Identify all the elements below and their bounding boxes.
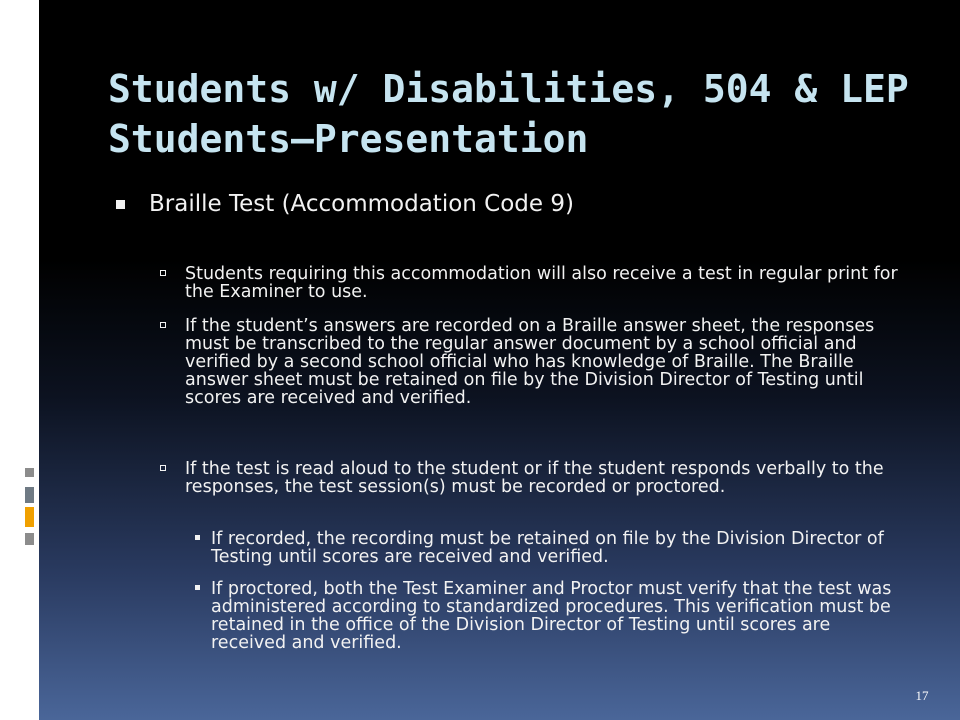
- deco-square-4: [25, 533, 34, 545]
- hollow-square-bullet-icon: [160, 322, 166, 328]
- bullet-level1-text: Braille Test (Accommodation Code 9): [149, 191, 574, 217]
- deco-square-2: [25, 487, 34, 503]
- square-bullet-icon: [116, 200, 125, 209]
- bullet-level3-text: If proctored, both the Test Examiner and Proctor must verify that the test was administered according to standardized procedures. This verification must be retained in the office of the Division Director of Testing until scores are received and verified.: [211, 579, 892, 653]
- deco-square-3: [25, 507, 34, 527]
- small-square-bullet-icon: [195, 535, 200, 540]
- bullet-level2-text: Students requiring this accommodation will also receive a test in regular print for the Examiner to use.: [185, 264, 898, 302]
- bullet-level3-text: If recorded, the recording must be retained on file by the Division Director of Testing until scores are received and verified.: [211, 529, 884, 567]
- hollow-square-bullet-icon: [160, 270, 166, 276]
- slide-title: Students w/ Disabilities, 504 & LEP Students—Presentation: [108, 67, 909, 161]
- page-number: 17: [915, 688, 929, 703]
- small-square-bullet-icon: [195, 585, 200, 590]
- left-sidebar-bar: [0, 0, 39, 720]
- hollow-square-bullet-icon: [160, 465, 166, 471]
- deco-square-1: [25, 468, 34, 477]
- bullet-level2-text: If the student’s answers are recorded on a Braille answer sheet, the responses must be transcribed to the regular answer document by a school official and verified by a second school official who has knowledge of Braille. The Braille answer sheet must be retained on file by the Division Director of Testing until scores are received and verified.: [185, 316, 875, 408]
- bullet-level2-text: If the test is read aloud to the student or if the student responds verbally to the responses, the test session(s) must be recorded or proctored.: [185, 459, 884, 497]
